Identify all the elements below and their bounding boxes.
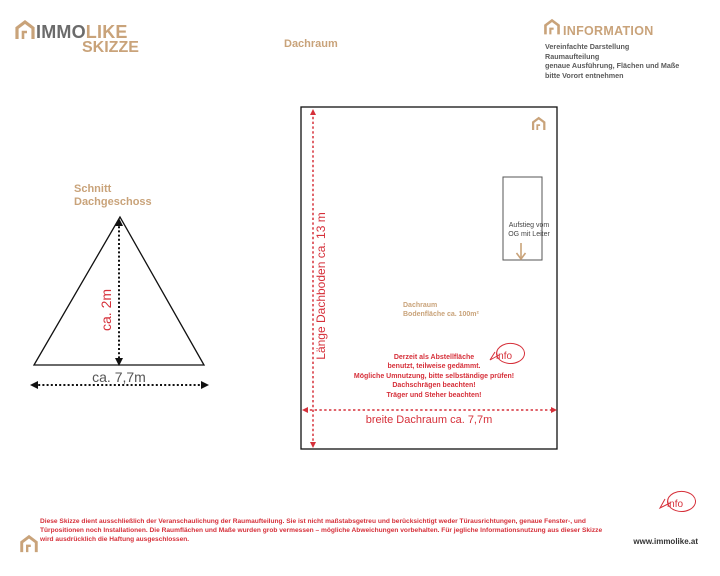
brand-subtitle: SKIZZE (82, 39, 139, 56)
info-line: Raumaufteilung (545, 51, 600, 61)
room-name: Dachraum (403, 302, 438, 309)
plan-info-bubble-text: info (495, 351, 513, 362)
info-title: INFORMATION (563, 24, 654, 38)
website-link[interactable]: www.immolike.at (633, 537, 698, 546)
disclaimer-line: Diese Skizze dient ausschließlich der Veranschaulichung der Raumaufteilung. Sie ist nicht maßstabsgetreu und berücksichtigt weder Türausrichtungen, genaue Fenster-, und (40, 518, 586, 525)
footer-info-bubble-text: info (666, 499, 684, 510)
section-label-line: Schnitt (74, 183, 112, 195)
stair-label: Aufstieg vom OG mit Leiter (508, 222, 550, 238)
stair-opening (503, 177, 542, 260)
section-height-label: ca. 2m (98, 288, 114, 332)
notice-line: Derzeit als Abstellfläche (393, 354, 475, 361)
info-line: genaue Ausführung, Flächen und Maße (545, 61, 680, 71)
section-width-label: ca. 7,7m (92, 369, 146, 385)
plan-logo-icon (533, 118, 544, 130)
arrow-down-icon (517, 243, 526, 259)
page-title: Dachraum (284, 38, 338, 50)
disclaimer-line: wird ausdrücklich die Haftung ausgeschlossen. (40, 536, 190, 543)
notice-line: Dachschrägen beachten! (392, 382, 476, 390)
footer-info-bubble (660, 491, 696, 511)
disclaimer-line: Türpositionen noch Installationen. Die Raumflächen und Maße wurden grob vermessen – mögliche Abweichungen vorbehalten. Für jegliche Informationsnutzung aus dieser Skizze (40, 527, 603, 534)
notice-text (334, 353, 534, 400)
footer-logo-icon (19, 534, 39, 554)
brand-name-part1: IMMO (36, 22, 86, 42)
notice-line: Träger und Steher beachten! (386, 391, 482, 399)
room-label (403, 301, 513, 319)
room-area: Bodenfläche ca. 100m² (403, 311, 479, 318)
brand-name-part2: LIKE (85, 22, 128, 42)
notice-line: Mögliche Umnutzung, bitte selbständige prüfen! (353, 372, 515, 380)
plan-width-label: breite Dachraum ca. 7,7m (365, 414, 493, 426)
plan-length-label: Länge Dachboden ca. 13 m (314, 212, 328, 360)
info-line: bitte Vorort entnehmen (545, 70, 624, 80)
info-line: Vereinfachte Darstellung (545, 42, 630, 51)
notice-line: benutzt, teilweise gedämmt. (387, 363, 481, 371)
section-label-line: Dachgeschoss (74, 196, 152, 208)
